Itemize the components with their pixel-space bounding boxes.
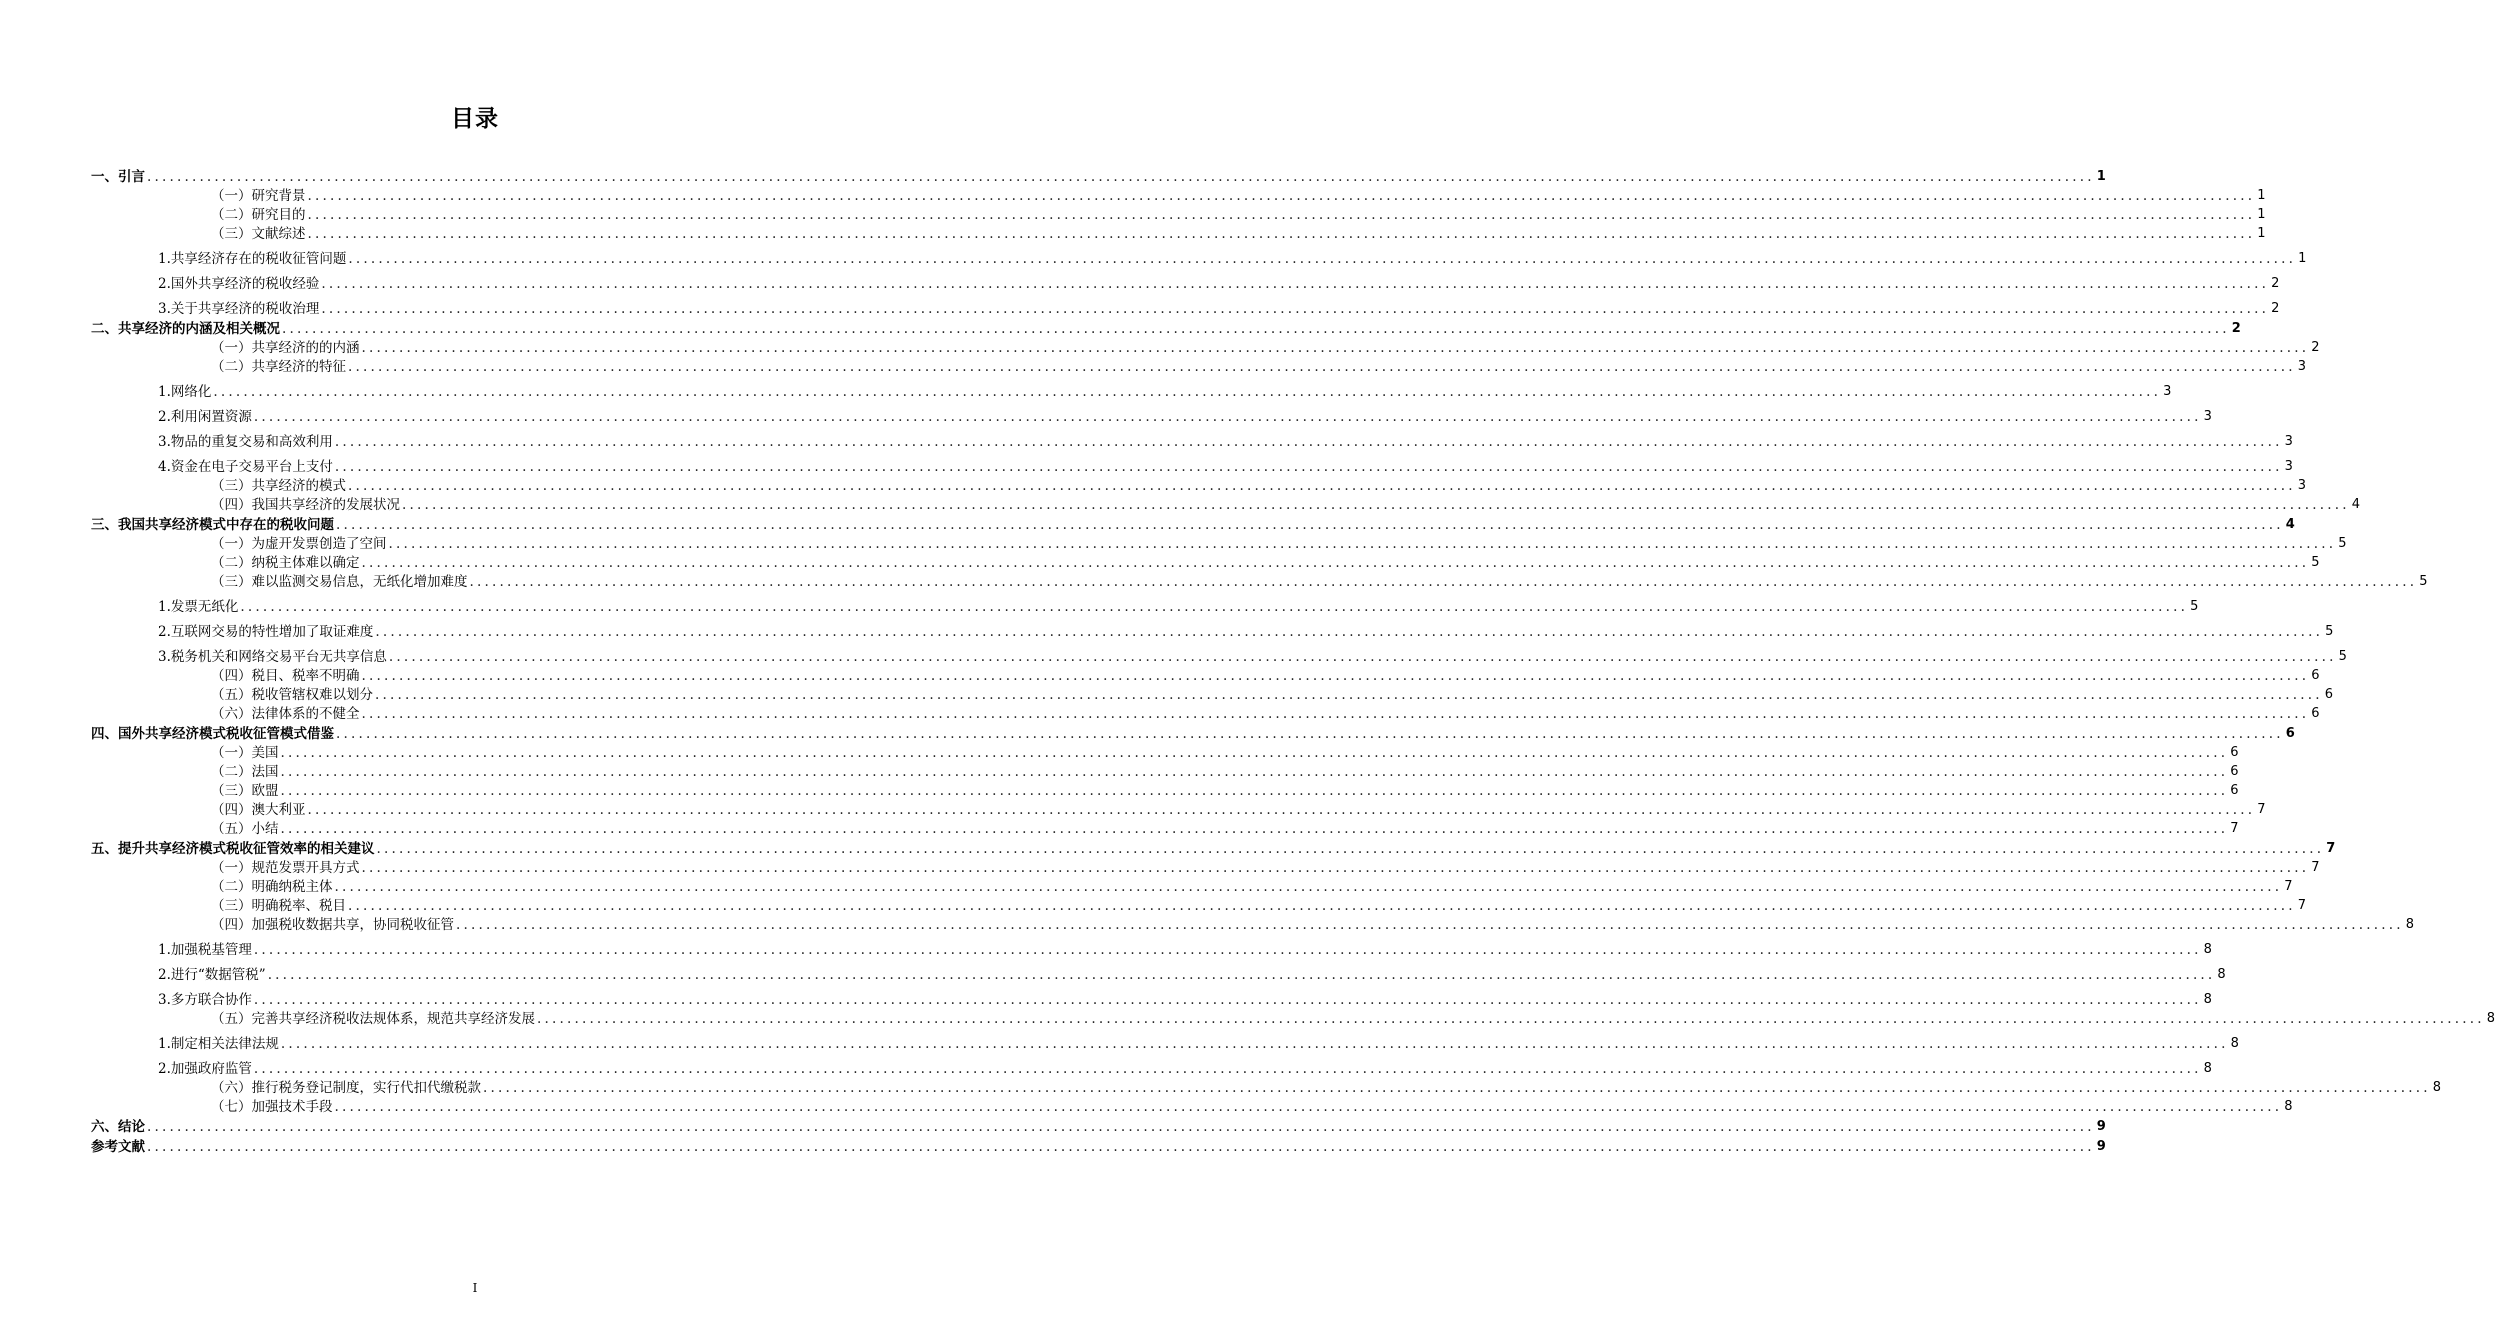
toc-entry[interactable] — [91, 401, 2212, 426]
toc-entry[interactable] — [91, 641, 2347, 666]
toc-entry[interactable] — [91, 781, 2239, 800]
toc-entry-label: （四）我国共享经济的发展状况 — [211, 497, 400, 513]
toc-entry-page: 5 — [2325, 624, 2334, 639]
toc-entry[interactable] — [91, 186, 2266, 205]
toc-entry[interactable] — [91, 838, 2336, 858]
toc-entry-label: （一）美国 — [211, 745, 279, 761]
toc-entry-page: 4 — [2285, 517, 2295, 532]
toc-entry-label: 三、我国共享经济模式中存在的税收问题 — [91, 517, 334, 533]
toc-entry-page: 1 — [2257, 207, 2266, 222]
toc-entry-page: 3 — [2297, 359, 2307, 374]
dot-leader: .................................................................................................................................................................................................................................................................... — [388, 649, 2337, 665]
toc-entry-label: （二）研究目的 — [211, 207, 306, 223]
dot-leader: .................................................................................................................................................................................................................................................................... — [336, 517, 2284, 533]
toc-entry-page: 6 — [2311, 706, 2320, 721]
toc-entry[interactable] — [91, 268, 2280, 293]
toc-entry-label: 4.资金在电子交易平台上支付 — [158, 459, 333, 475]
toc-entry[interactable] — [91, 243, 2307, 268]
toc-entry-label: （三）共享经济的模式 — [211, 478, 346, 494]
toc-entry-page: 7 — [2297, 898, 2307, 913]
toc-entry-page: 3 — [2163, 384, 2172, 399]
dot-leader: .................................................................................................................................................................................................................................................................... — [321, 301, 2270, 317]
toc-entry-page: 3 — [2203, 409, 2212, 424]
toc-entry-label: 二、共享经济的内涵及相关概况 — [91, 321, 280, 337]
dot-leader: .................................................................................................................................................................................................................................................................... — [375, 624, 2324, 640]
toc-entry-page: 2 — [2271, 276, 2280, 291]
toc-entry-label: 四、国外共享经济模式税收征管模式借鉴 — [91, 726, 334, 742]
dot-leader: .................................................................................................................................................................................................................................................................... — [348, 251, 2297, 267]
dot-leader: .................................................................................................................................................................................................................................................................... — [361, 706, 2310, 722]
toc-entry-label: （四）加强税收数据共享，协同税收征管 — [211, 917, 454, 933]
toc-entry-label: 3.多方联合协作 — [158, 992, 252, 1008]
toc-entry-page: 8 — [2203, 942, 2212, 957]
toc-entry-page: 8 — [2230, 1036, 2239, 1051]
toc-entry[interactable] — [91, 1053, 2212, 1078]
dot-leader: .................................................................................................................................................................................................................................................................... — [147, 1139, 2095, 1155]
toc-entry-page: 8 — [2405, 917, 2415, 932]
toc-entry-page: 8 — [2432, 1080, 2442, 1095]
toc-entry[interactable] — [91, 553, 2320, 572]
toc-entry-label: （三）明确税率、税目 — [211, 898, 346, 914]
toc-entry[interactable] — [91, 476, 2307, 495]
dot-leader: .................................................................................................................................................................................................................................................................... — [147, 1119, 2095, 1135]
dot-leader: .................................................................................................................................................................................................................................................................... — [253, 992, 2202, 1008]
toc-entry-label: （一）规范发票开具方式 — [211, 860, 360, 876]
toc-entry[interactable] — [91, 616, 2334, 641]
dot-leader: .................................................................................................................................................................................................................................................................... — [280, 1036, 2229, 1052]
toc-entry-page: 6 — [2311, 668, 2320, 683]
toc-entry-page: 7 — [2257, 802, 2266, 817]
toc-title: 目录 — [451, 106, 499, 132]
toc-entry-label: （五）小结 — [211, 821, 279, 837]
toc-entry[interactable] — [91, 1078, 2442, 1097]
toc-entry[interactable] — [91, 426, 2293, 451]
toc-entry-page: 6 — [2230, 745, 2239, 760]
toc-entry[interactable] — [91, 1009, 2495, 1028]
dot-leader: .................................................................................................................................................................................................................................................................... — [280, 764, 2229, 780]
dot-leader: .................................................................................................................................................................................................................................................................... — [307, 802, 2256, 818]
toc-entry-label: （四）澳大利亚 — [211, 802, 306, 818]
dot-leader: .................................................................................................................................................................................................................................................................... — [267, 967, 2216, 983]
toc-entry-label: （三）欧盟 — [211, 783, 279, 799]
toc-entry-label: 1.共享经济存在的税收征管问题 — [158, 251, 347, 267]
dot-leader: .................................................................................................................................................................................................................................................................... — [469, 574, 2418, 590]
toc-entry-label: 2.加强政府监管 — [158, 1061, 252, 1077]
toc-entry[interactable] — [91, 666, 2320, 685]
toc-entry-page: 3 — [2284, 434, 2293, 449]
toc-entry-page: 2 — [2271, 301, 2280, 316]
toc-entry[interactable] — [91, 1116, 2106, 1136]
toc-entry[interactable] — [91, 451, 2293, 476]
toc-entry-label: 1.网络化 — [158, 384, 212, 400]
dot-leader: .................................................................................................................................................................................................................................................................... — [361, 340, 2310, 356]
toc-entry-label: 1.加强税基管理 — [158, 942, 252, 958]
toc-entry-label: 3.物品的重复交易和高效利用 — [158, 434, 333, 450]
dot-leader: .................................................................................................................................................................................................................................................................... — [282, 321, 2230, 337]
toc-entry-label: 3.关于共享经济的税收治理 — [158, 301, 320, 317]
dot-leader: .................................................................................................................................................................................................................................................................... — [336, 726, 2284, 742]
toc-entry[interactable] — [91, 800, 2266, 819]
dot-leader: .................................................................................................................................................................................................................................................................... — [334, 1099, 2283, 1115]
dot-leader: .................................................................................................................................................................................................................................................................... — [253, 942, 2202, 958]
dot-leader: .................................................................................................................................................................................................................................................................... — [253, 1061, 2202, 1077]
toc-entry-label: （六）推行税务登记制度，实行代扣代缴税款 — [211, 1080, 481, 1096]
toc-entry-label: （三）文献综述 — [211, 226, 306, 242]
toc-entry-label: （六）法律体系的不健全 — [211, 706, 360, 722]
toc-entry-page: 1 — [2096, 169, 2106, 184]
toc-entry-page: 1 — [2257, 188, 2266, 203]
toc-entry-label: （二）明确纳税主体 — [211, 879, 333, 895]
dot-leader: .................................................................................................................................................................................................................................................................... — [280, 745, 2229, 761]
toc-entry-page: 8 — [2203, 992, 2212, 1007]
dot-leader: .................................................................................................................................................................................................................................................................... — [213, 384, 2162, 400]
toc-entry[interactable] — [91, 723, 2295, 743]
toc-entry-page: 3 — [2284, 459, 2293, 474]
toc-entry-label: （四）税目、税率不明确 — [211, 668, 360, 684]
dot-leader: .................................................................................................................................................................................................................................................................... — [334, 879, 2283, 895]
toc-entry-label: （二）法国 — [211, 764, 279, 780]
toc-entry-page: 7 — [2284, 879, 2293, 894]
dot-leader: .................................................................................................................................................................................................................................................................... — [361, 860, 2310, 876]
dot-leader: .................................................................................................................................................................................................................................................................... — [375, 687, 2323, 703]
toc-entry-page: 4 — [2351, 497, 2361, 512]
toc-entry[interactable] — [91, 338, 2320, 357]
toc-entry-page: 8 — [2284, 1099, 2293, 1114]
toc-entry[interactable] — [91, 762, 2239, 781]
toc-entry-page: 6 — [2230, 764, 2239, 779]
toc-entry-page: 5 — [2338, 649, 2347, 664]
toc-entry-page: 8 — [2203, 1061, 2212, 1076]
toc-entry[interactable] — [91, 743, 2239, 762]
dot-leader: .................................................................................................................................................................................................................................................................... — [280, 783, 2229, 799]
toc-entry[interactable] — [91, 293, 2280, 318]
toc-entry[interactable] — [91, 224, 2266, 243]
toc-entry-page: 9 — [2096, 1119, 2106, 1134]
toc-entry-page: 8 — [2217, 967, 2226, 982]
toc-entry[interactable] — [91, 704, 2320, 723]
toc-entry-page: 1 — [2298, 251, 2307, 266]
dot-leader: .................................................................................................................................................................................................................................................................... — [361, 555, 2310, 571]
dot-leader: .................................................................................................................................................................................................................................................................... — [307, 226, 2256, 242]
dot-leader: .................................................................................................................................................................................................................................................................... — [334, 434, 2283, 450]
toc-entry-label: （一）研究背景 — [211, 188, 306, 204]
toc-entry[interactable] — [91, 1028, 2239, 1053]
toc-entry-page: 5 — [2311, 555, 2320, 570]
dot-leader: .................................................................................................................................................................................................................................................................... — [147, 169, 2095, 185]
toc-entry-label: （三）难以监测交易信息，无纸化增加难度 — [211, 574, 468, 590]
toc-entry[interactable] — [91, 896, 2307, 915]
toc-entry-label: 1.制定相关法律法规 — [158, 1036, 279, 1052]
page-number-footer: I — [472, 1281, 478, 1295]
dot-leader: .................................................................................................................................................................................................................................................................... — [307, 188, 2256, 204]
dot-leader: .................................................................................................................................................................................................................................................................... — [280, 821, 2229, 837]
toc-entry-page: 6 — [2285, 726, 2295, 741]
toc-entry[interactable] — [91, 1136, 2106, 1156]
toc-entry-page: 1 — [2257, 226, 2266, 241]
dot-leader: .................................................................................................................................................................................................................................................................... — [348, 359, 2296, 375]
toc-entry[interactable] — [91, 495, 2361, 514]
toc-entry[interactable] — [91, 357, 2307, 376]
toc-entry-label: 参考文献 — [91, 1139, 145, 1155]
toc-entry[interactable] — [91, 915, 2415, 934]
toc-entry-page: 7 — [2326, 841, 2336, 856]
dot-leader: .................................................................................................................................................................................................................................................................... — [334, 459, 2283, 475]
toc-entry[interactable] — [91, 685, 2334, 704]
toc-entry-label: （五）税收管辖权难以划分 — [211, 687, 373, 703]
toc-entry-label: 六、结论 — [91, 1119, 145, 1135]
toc-entry-page: 9 — [2096, 1139, 2106, 1154]
toc-entry-page: 6 — [2230, 783, 2239, 798]
toc-entry-label: （七）加强技术手段 — [211, 1099, 333, 1115]
toc-entry[interactable] — [91, 534, 2347, 553]
toc-entry[interactable] — [91, 934, 2212, 959]
dot-leader: .................................................................................................................................................................................................................................................................... — [361, 668, 2310, 684]
toc-entry[interactable] — [91, 1097, 2293, 1116]
dot-leader: .................................................................................................................................................................................................................................................................... — [348, 478, 2296, 494]
toc-entry[interactable] — [91, 514, 2295, 534]
dot-leader: .................................................................................................................................................................................................................................................................... — [307, 207, 2256, 223]
toc-entry[interactable] — [91, 376, 2172, 401]
toc-entry-page: 8 — [2486, 1011, 2495, 1026]
toc-entry-label: 2.利用闲置资源 — [158, 409, 252, 425]
toc-entry-page: 2 — [2311, 340, 2320, 355]
toc-entry[interactable] — [91, 819, 2239, 838]
toc-entry-label: 2.互联网交易的特性增加了取证难度 — [158, 624, 374, 640]
dot-leader: .................................................................................................................................................................................................................................................................... — [456, 917, 2404, 933]
dot-leader: .................................................................................................................................................................................................................................................................... — [483, 1080, 2431, 1096]
toc-entry-page: 7 — [2311, 860, 2320, 875]
toc-entry[interactable] — [91, 591, 2199, 616]
toc-entry-label: （二）纳税主体难以确定 — [211, 555, 360, 571]
dot-leader: .................................................................................................................................................................................................................................................................... — [402, 497, 2350, 513]
toc-entry[interactable] — [91, 318, 2241, 338]
toc-entry-label: （五）完善共享经济税收法规体系，规范共享经济发展 — [211, 1011, 535, 1027]
dot-leader: .................................................................................................................................................................................................................................................................... — [240, 599, 2189, 615]
table-of-contents — [91, 166, 2495, 1156]
dot-leader: .................................................................................................................................................................................................................................................................... — [537, 1011, 2485, 1027]
dot-leader: .................................................................................................................................................................................................................................................................... — [253, 409, 2202, 425]
dot-leader: .................................................................................................................................................................................................................................................................... — [388, 536, 2337, 552]
toc-entry-page: 5 — [2419, 574, 2428, 589]
toc-entry[interactable] — [91, 166, 2106, 186]
dot-leader: .................................................................................................................................................................................................................................................................... — [376, 841, 2325, 857]
toc-entry-page: 5 — [2190, 599, 2199, 614]
dot-leader: .................................................................................................................................................................................................................................................................... — [348, 898, 2296, 914]
toc-entry-label: 五、提升共享经济模式税收征管效率的相关建议 — [91, 841, 375, 857]
toc-entry-label: 1.发票无纸化 — [158, 599, 239, 615]
toc-entry-label: （一）共享经济的的内涵 — [211, 340, 360, 356]
toc-entry-label: （二）共享经济的特征 — [211, 359, 346, 375]
dot-leader: .................................................................................................................................................................................................................................................................... — [321, 276, 2270, 292]
toc-entry[interactable] — [91, 858, 2320, 877]
toc-entry-label: 2.国外共享经济的税收经验 — [158, 276, 320, 292]
toc-entry-page: 6 — [2324, 687, 2334, 702]
toc-entry[interactable] — [91, 205, 2266, 224]
toc-entry-label: 一、引言 — [91, 169, 145, 185]
toc-entry-page: 7 — [2230, 821, 2239, 836]
toc-entry[interactable] — [91, 572, 2428, 591]
toc-entry-page: 5 — [2338, 536, 2347, 551]
toc-entry-label: 3.税务机关和网络交易平台无共享信息 — [158, 649, 387, 665]
toc-entry[interactable] — [91, 959, 2226, 984]
toc-entry[interactable] — [91, 877, 2293, 896]
toc-entry-label: （一）为虚开发票创造了空间 — [211, 536, 387, 552]
toc-entry-page: 3 — [2297, 478, 2307, 493]
toc-entry-label: 2.进行“数据管税” — [158, 967, 266, 983]
toc-entry[interactable] — [91, 984, 2212, 1009]
toc-entry-page: 2 — [2231, 321, 2241, 336]
